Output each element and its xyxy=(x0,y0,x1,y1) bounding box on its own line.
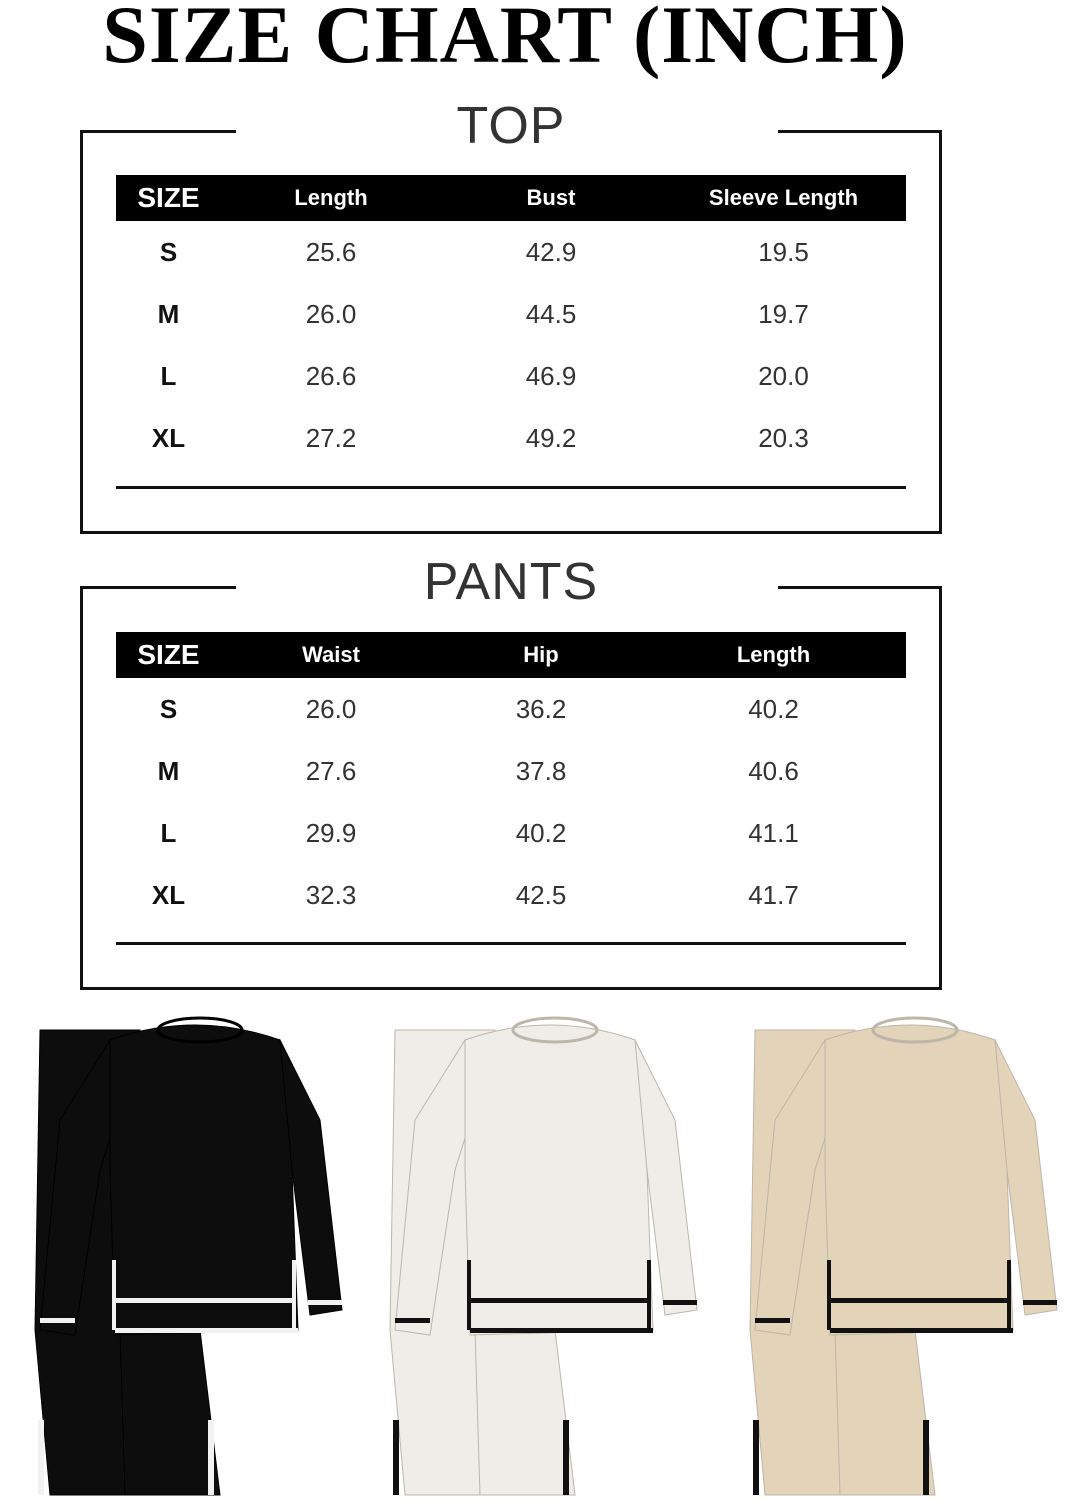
table-bottom-rule xyxy=(116,942,906,945)
table-row xyxy=(116,802,906,864)
sweater-hem-trim xyxy=(115,1298,295,1303)
column-header: Sleeve Length xyxy=(708,185,859,210)
pants-trim xyxy=(208,1420,214,1495)
size-cell: L xyxy=(160,360,177,391)
sweater-hem-trim xyxy=(470,1298,650,1303)
pants-trim xyxy=(753,1420,759,1495)
side-slit-trim xyxy=(292,1260,296,1330)
side-slit-trim xyxy=(827,1260,831,1330)
sweater-hem-trim xyxy=(830,1328,1013,1333)
pants-trim xyxy=(393,1420,399,1495)
column-header: Waist xyxy=(302,642,360,667)
column-header: Hip xyxy=(523,642,559,667)
table-cell: 20.3 xyxy=(758,422,809,453)
sweater-body xyxy=(465,1025,653,1335)
outfit-black xyxy=(35,1018,342,1495)
table-cell: 27.2 xyxy=(305,422,357,453)
frame-line xyxy=(939,130,942,534)
pants-leg-shape xyxy=(475,1330,575,1495)
table-bottom-rule xyxy=(116,486,906,489)
sweater-body xyxy=(110,1025,298,1335)
table-cell: 26.0 xyxy=(305,693,357,724)
cuff-trim xyxy=(308,1300,342,1305)
table-row xyxy=(116,864,906,926)
table-cell: 25.6 xyxy=(305,236,357,267)
frame-line xyxy=(80,987,942,990)
column-header: Length xyxy=(736,642,811,667)
column-header: Length xyxy=(294,185,368,210)
pants-trim xyxy=(38,1420,44,1495)
table-header-row xyxy=(116,632,906,678)
sweater-hem-trim xyxy=(470,1328,653,1333)
table-cell: 19.7 xyxy=(758,298,809,329)
frame-line xyxy=(80,130,83,534)
page-title: SIZE CHART (INCH) xyxy=(102,0,908,80)
outfit-khaki xyxy=(750,1018,1057,1495)
side-slit-trim xyxy=(112,1260,116,1330)
table-cell: 42.5 xyxy=(515,879,567,910)
table-cell: 41.7 xyxy=(748,879,799,910)
outfit-illustrations xyxy=(0,1000,1077,1500)
size-cell: XL xyxy=(151,879,186,910)
size-cell: L xyxy=(160,817,177,848)
table-cell: 40.6 xyxy=(748,755,799,786)
table-row xyxy=(116,678,906,740)
table-cell: 26.6 xyxy=(305,360,357,391)
table-cell: 44.5 xyxy=(525,298,577,329)
top-size-section xyxy=(80,96,942,536)
side-slit-trim xyxy=(467,1260,471,1330)
table-cell: 46.9 xyxy=(525,360,577,391)
pants-trim xyxy=(923,1420,929,1495)
column-header: SIZE xyxy=(137,639,200,670)
frame-line xyxy=(939,586,942,990)
section-title-pants: PANTS xyxy=(423,553,599,611)
pants-leg-shape xyxy=(120,1330,220,1495)
table-cell: 20.0 xyxy=(758,360,809,391)
table-cell: 40.2 xyxy=(748,693,799,724)
table-row xyxy=(116,407,906,469)
top-size-table xyxy=(116,175,906,469)
table-cell: 42.9 xyxy=(525,236,577,267)
sweater-hem-trim xyxy=(830,1298,1010,1303)
product-images xyxy=(0,1000,1077,1500)
size-cell: M xyxy=(157,298,180,329)
frame-line xyxy=(80,586,83,990)
section-title-top: TOP xyxy=(456,97,566,155)
side-slit-trim xyxy=(1007,1260,1011,1330)
table-cell: 49.2 xyxy=(525,422,577,453)
table-header-row xyxy=(116,175,906,221)
pants-size-table xyxy=(116,632,906,926)
size-cell: S xyxy=(159,236,178,267)
sweater-hem-trim xyxy=(115,1328,298,1333)
size-cell: S xyxy=(159,693,178,724)
frame-line xyxy=(80,531,942,534)
table-cell: 40.2 xyxy=(515,817,567,848)
table-cell: 36.2 xyxy=(515,693,567,724)
size-cell: XL xyxy=(151,422,186,453)
cuff-trim xyxy=(395,1318,430,1323)
table-row xyxy=(116,345,906,407)
table-row xyxy=(116,283,906,345)
cuff-trim xyxy=(755,1318,790,1323)
size-cell: M xyxy=(157,755,180,786)
sweater-body xyxy=(825,1025,1013,1335)
cuff-trim xyxy=(1023,1300,1057,1305)
table-cell: 19.5 xyxy=(758,236,809,267)
pants-size-section xyxy=(80,552,942,992)
outfit-white xyxy=(390,1018,697,1495)
table-cell: 32.3 xyxy=(305,879,357,910)
cuff-trim xyxy=(663,1300,697,1305)
pants-leg-shape xyxy=(835,1330,935,1495)
cuff-trim xyxy=(40,1318,75,1323)
table-cell: 27.6 xyxy=(305,755,357,786)
table-cell: 37.8 xyxy=(515,755,567,786)
table-cell: 26.0 xyxy=(305,298,357,329)
column-header: SIZE xyxy=(137,182,200,213)
table-row xyxy=(116,221,906,283)
side-slit-trim xyxy=(647,1260,651,1330)
table-row xyxy=(116,740,906,802)
table-cell: 41.1 xyxy=(748,817,799,848)
column-header: Bust xyxy=(526,185,576,210)
pants-trim xyxy=(563,1420,569,1495)
table-cell: 29.9 xyxy=(305,817,357,848)
